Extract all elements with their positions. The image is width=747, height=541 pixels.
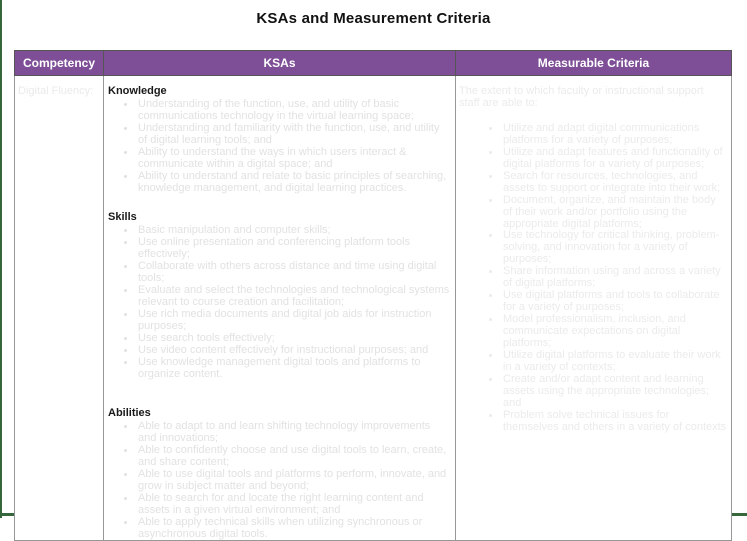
bullet-item: • Document, organize, and maintain the body of their work and/or portfolio using the appropriate digital platforms;	[501, 194, 727, 230]
table-row	[15, 76, 732, 541]
bullet-item: • Use online presentation and conferencing platform tools effectively;	[136, 236, 451, 260]
ksa-bullet-list	[108, 224, 451, 380]
bullet-item: • Use search tools effectively;	[136, 332, 451, 344]
bullet-item: • Search for resources, technologies, and assets to support or integrate into their work;	[501, 170, 727, 194]
ksa-section-knowledge	[108, 85, 451, 194]
bullet-item: • Utilize digital platforms to evaluate their work in a variety of contexts;	[501, 349, 727, 373]
bullet-item: • Create and/or adapt content and learning assets using the appropriate technologies; and	[501, 373, 727, 409]
column-header-ksas: KSAs	[104, 51, 456, 76]
column-header-measurable-criteria: Measurable Criteria	[456, 51, 732, 76]
ksa-bullet-list	[108, 420, 451, 540]
column-header-competency: Competency	[15, 51, 104, 76]
ksa-section-skills	[108, 211, 451, 380]
ksas-cell	[104, 76, 456, 541]
bullet-item: • Understanding and familiarity with the function, use, and utility of digital learning tools; and	[136, 122, 451, 146]
bullet-item: • Able to adapt to and learn shifting technology improvements and innovations;	[136, 420, 451, 444]
ksas-content	[104, 76, 455, 540]
bullet-item: • Use rich media documents and digital job aids for instruction purposes;	[136, 308, 451, 332]
ksa-measurement-table	[14, 50, 732, 541]
bullet-item: • Use technology for critical thinking, problem-solving, and innovation for a variety of purposes;	[501, 229, 727, 265]
ksa-section-heading: Knowledge	[108, 85, 167, 97]
bullet-item: • Collaborate with others across distance and time using digital tools;	[136, 260, 451, 284]
bullet-item: • Model professionalism, inclusion, and communicate expectations on digital platforms;	[501, 313, 727, 349]
bullet-item: • Able to apply technical skills when utilizing synchronous or asynchronous digital tools.	[136, 516, 451, 540]
criteria-cell	[456, 76, 732, 541]
bullet-item: • Utilize and adapt features and functionality of digital platforms for a variety of purposes;	[501, 146, 727, 170]
ksa-section-heading: Skills	[108, 210, 137, 223]
page-frame-left-border	[0, 0, 2, 518]
page-title: KSAs and Measurement Criteria	[256, 10, 491, 27]
ksa-section-abilities	[108, 407, 451, 540]
bullet-item: • Use video content effectively for instructional purposes; and	[136, 344, 451, 356]
bullet-item: • Ability to understand and relate to basic principles of searching, knowledge management, and digital learning practices.	[136, 170, 451, 194]
criteria-intro: The extent to which faculty or instructional support staff are able to:	[459, 85, 704, 110]
bullet-item: • Evaluate and select the technologies and technological systems relevant to course creation and facilitation;	[136, 284, 451, 308]
bullet-item: • Problem solve technical issues for themselves and others in a variety of contexts	[501, 409, 727, 433]
bullet-item: • Able to confidently choose and use digital tools to learn, create, and share content;	[136, 444, 451, 468]
bullet-item: • Utilize and adapt digital communications platforms for a variety of purposes;	[501, 122, 727, 146]
criteria-bullet-list	[459, 122, 727, 434]
bullet-item: • Understanding of the function, use, and utility of basic communications technology in the virtual learning space;	[136, 98, 451, 122]
criteria-content	[456, 76, 731, 433]
bullet-item: • Basic manipulation and computer skills;	[136, 224, 451, 236]
ksa-bullet-list	[108, 98, 451, 194]
bullet-item: • Able to search for and locate the right learning content and assets in a given virtual environment; and	[136, 492, 451, 516]
competency-cell	[15, 76, 104, 541]
table-header-row	[15, 51, 732, 76]
ksa-section-heading: Abilities	[108, 406, 151, 419]
bullet-item: • Able to use digital tools and platforms to perform, innovate, and grow in subject matter and beyond;	[136, 468, 451, 492]
bullet-item: • Ability to understand the ways in which users interact & communicate within a digital space; and	[136, 146, 451, 170]
competency-value: Digital Fluency:	[18, 85, 94, 97]
bullet-item: • Use digital platforms and tools to collaborate for a variety of purposes;	[501, 289, 727, 313]
bullet-item: • Use knowledge management digital tools and platforms to organize content.	[136, 356, 451, 380]
bullet-item: • Share information using and across a variety of digital platforms;	[501, 265, 727, 289]
